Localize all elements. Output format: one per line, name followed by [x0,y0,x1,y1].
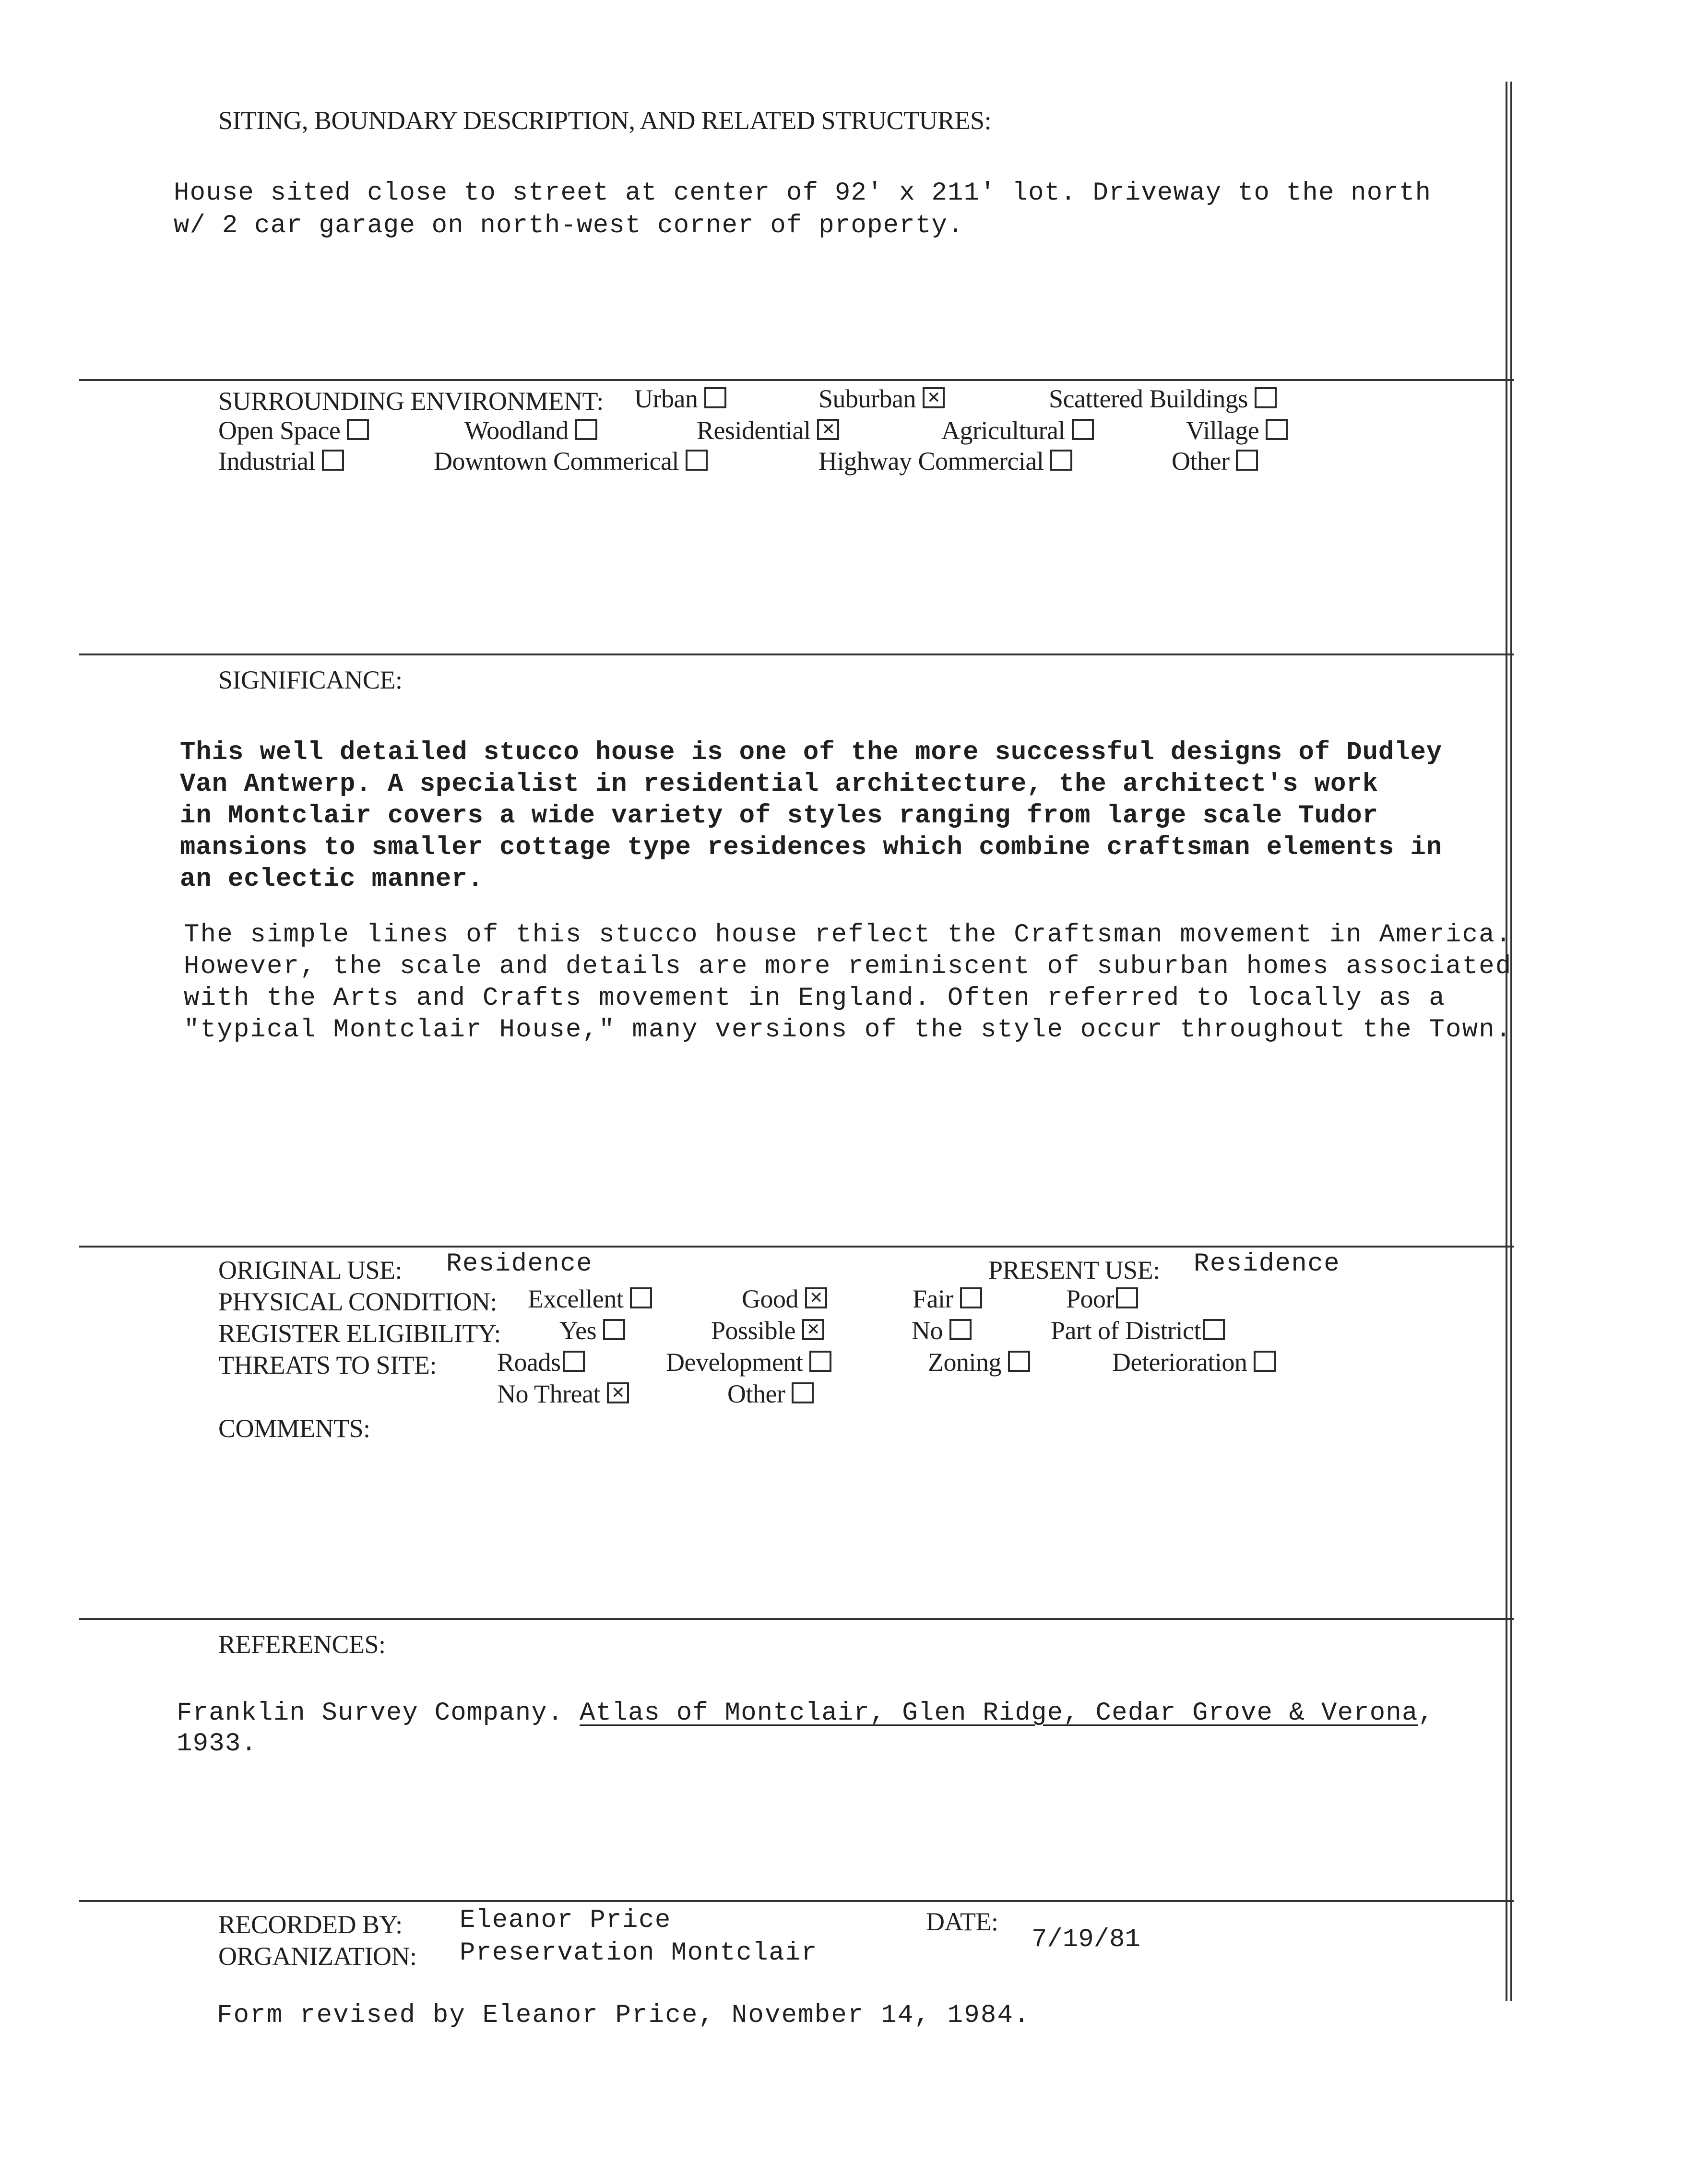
eligibility-checkbox-possible[interactable] [802,1319,824,1340]
env-checkbox-highway[interactable] [1050,450,1072,471]
eligibility-label-no: No [912,1316,943,1345]
threats-label-zoning: Zoning [928,1348,1001,1377]
eligibility-label-possible: Possible [711,1316,796,1345]
threats-label-other: Other [727,1379,785,1408]
significance-para1-line: This well detailed stucco house is one of the more successful designs of Dudley [180,738,1443,767]
section-divider [79,1900,1514,1902]
condition-label-excellent: Excellent [528,1284,624,1313]
threats-option-deterioration [1112,1347,1276,1377]
env-option-agricultural [941,416,1094,445]
organization-label: ORGANIZATION: [218,1942,417,1971]
env-label-scattered: Scattered Buildings [1049,384,1248,413]
condition-option-good [742,1284,827,1314]
env-checkbox-woodland[interactable] [575,419,597,440]
eligibility-option-yes [559,1316,625,1345]
present-use-value: Residence [1194,1249,1340,1279]
recorded-by-label: RECORDED BY: [218,1910,403,1939]
threats-checkbox-development[interactable] [809,1351,831,1372]
organization-value: Preservation Montclair [460,1938,818,1968]
significance-heading: SIGNIFICANCE: [218,666,403,694]
condition-label-poor: Poor [1066,1284,1115,1313]
env-option-scattered [1049,384,1277,414]
condition-option-excellent [528,1284,652,1314]
present-use-label: PRESENT USE: [988,1256,1160,1284]
condition-label-good: Good [742,1284,798,1313]
env-option-highway [818,446,1072,476]
eligibility-checkbox-no[interactable] [949,1319,972,1340]
significance-para2-line: "typical Montclair House," many versions of the style occur throughout the Town. [184,1015,1512,1045]
section-divider [79,1246,1514,1248]
threats-label-development: Development [666,1348,803,1377]
env-checkbox-agricultural[interactable] [1072,419,1094,440]
eligibility-checkbox-yes[interactable] [603,1319,625,1340]
env-option-woodland [464,416,597,445]
section-divider [79,654,1514,655]
siting-line-1: House sited close to street at center of 92' x 211' lot. Driveway to the north [174,178,1432,208]
section-divider [79,1618,1514,1620]
eligibility-option-district [1051,1316,1225,1345]
env-option-other [1172,446,1258,476]
env-checkbox-suburban[interactable] [923,387,945,408]
threats-checkbox-no-threat[interactable] [607,1382,629,1403]
date-label: DATE: [926,1907,998,1936]
env-checkbox-urban[interactable] [704,387,726,408]
env-checkbox-residential[interactable] [817,419,839,440]
threats-label-deterioration: Deterioration [1112,1348,1247,1377]
reference-title: Atlas of Montclair, Glen Ridge, Cedar Grove & Verona [580,1699,1418,1728]
reference-year: 1933. [177,1729,258,1759]
env-label-other: Other [1172,447,1230,475]
form-revision-note: Form revised by Eleanor Price, November 14, 1984. [217,2001,1031,2030]
env-label-village: Village [1186,416,1259,445]
environment-heading: SURROUNDING ENVIRONMENT: [218,387,604,416]
eligibility-label: REGISTER ELIGIBILITY: [218,1319,501,1348]
condition-checkbox-fair[interactable] [960,1287,982,1308]
original-use-label: ORIGINAL USE: [218,1256,402,1284]
env-label-highway: Highway Commercial [818,447,1044,475]
env-option-downtown [434,446,708,476]
env-label-agricultural: Agricultural [941,416,1065,445]
env-checkbox-village[interactable] [1266,419,1288,440]
condition-checkbox-excellent[interactable] [630,1287,652,1308]
env-option-suburban [818,384,945,414]
condition-option-poor [1066,1284,1138,1314]
env-label-woodland: Woodland [464,416,569,445]
condition-checkbox-good[interactable] [805,1287,827,1308]
eligibility-label-district: Part of District [1051,1316,1201,1345]
section-divider [79,379,1514,381]
eligibility-option-no [912,1316,972,1345]
threats-label-no-threat: No Threat [497,1379,600,1408]
significance-para2-line: with the Arts and Crafts movement in England. Often referred to locally as a [184,984,1446,1013]
comments-label: COMMENTS: [218,1414,370,1443]
threats-option-roads [497,1347,585,1377]
reference-trail: , [1418,1699,1435,1728]
env-option-open-space [218,416,369,445]
env-option-residential [697,416,839,445]
siting-line-2: w/ 2 car garage on north-west corner of property. [174,211,964,240]
significance-para1-line: mansions to smaller cottage type residences which combine craftsman elements in [180,833,1443,862]
threats-checkbox-other[interactable] [792,1382,814,1403]
env-label-downtown: Downtown Commerical [434,447,679,475]
env-checkbox-open-space[interactable] [347,419,369,440]
env-option-village [1186,416,1288,445]
reference-author: Franklin Survey Company. [177,1699,564,1728]
original-use-value: Residence [446,1249,593,1279]
significance-para1-line: an eclectic manner. [180,865,484,894]
eligibility-option-possible [711,1316,824,1345]
condition-label-fair: Fair [913,1284,953,1313]
threats-option-development [666,1347,831,1377]
threats-label-roads: Roads [497,1348,561,1377]
condition-option-fair [913,1284,982,1314]
threats-label: THREATS TO SITE: [218,1351,437,1379]
reference-line-1 [177,1699,1434,1728]
env-checkbox-downtown[interactable] [686,450,708,471]
threats-option-no-threat [497,1379,629,1409]
siting-heading: SITING, BOUNDARY DESCRIPTION, AND RELATED STRUCTURES: [218,106,992,135]
condition-label: PHYSICAL CONDITION: [218,1287,497,1316]
threats-checkbox-zoning[interactable] [1008,1351,1030,1372]
significance-para2-line: The simple lines of this stucco house reflect the Craftsman movement in America. [184,920,1512,950]
eligibility-label-yes: Yes [559,1316,597,1345]
references-heading: REFERENCES: [218,1630,386,1659]
threats-option-zoning [928,1347,1030,1377]
threats-checkbox-roads[interactable] [563,1351,585,1372]
significance-para2-line: However, the scale and details are more reminiscent of suburban homes associated [184,952,1512,981]
recorded-by-value: Eleanor Price [460,1906,671,1935]
env-label-urban: Urban [634,384,698,413]
threats-checkbox-deterioration[interactable] [1254,1351,1276,1372]
significance-para1-line: Van Antwerp. A specialist in residential architecture, the architect's work [180,770,1378,799]
env-label-suburban: Suburban [818,384,916,413]
env-option-industrial [218,446,344,476]
env-checkbox-scattered[interactable] [1255,387,1277,408]
date-value: 7/19/81 [1032,1925,1140,1954]
significance-para1-line: in Montclair covers a wide variety of styles ranging from large scale Tudor [180,801,1378,831]
eligibility-checkbox-district[interactable] [1203,1319,1225,1340]
env-option-urban [634,384,726,414]
env-checkbox-industrial[interactable] [322,450,344,471]
env-label-open-space: Open Space [218,416,341,445]
env-label-residential: Residential [697,416,811,445]
threats-option-other [727,1379,814,1409]
env-checkbox-other[interactable] [1236,450,1258,471]
condition-checkbox-poor[interactable] [1116,1287,1138,1308]
env-label-industrial: Industrial [218,447,315,475]
